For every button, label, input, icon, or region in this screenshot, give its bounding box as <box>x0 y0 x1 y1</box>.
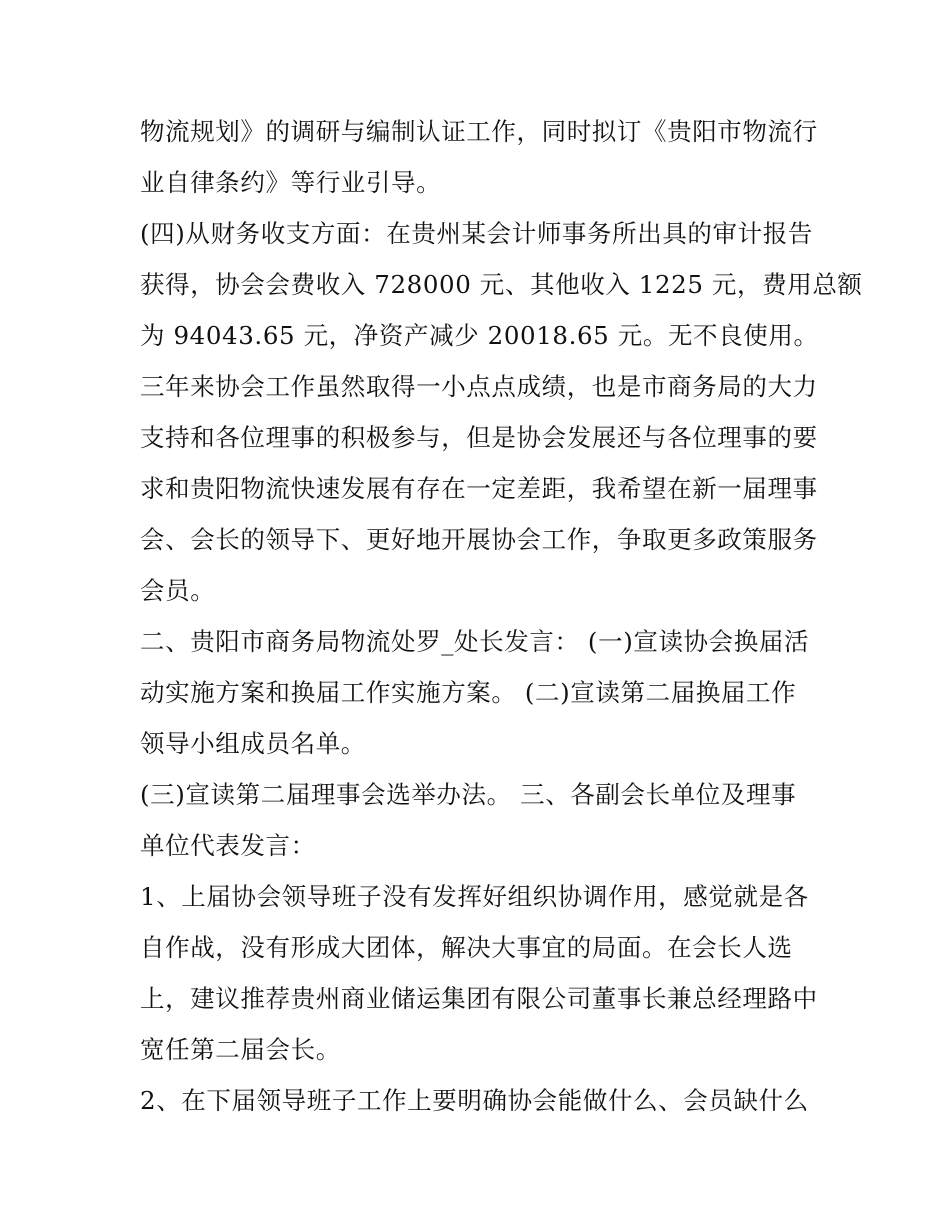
text-line: (四)从财务收支方面：在贵州某会计师事务所出具的审计报告 <box>140 219 813 248</box>
text-line: 会、会长的领导下、更好地开展协会工作，争取更多政策服务 <box>140 525 818 554</box>
text-line: 领导小组成员名单。 <box>140 729 366 758</box>
text-line: 业自律条约》等行业引导。 <box>140 168 442 197</box>
text-line: 获得，协会会费收入 728000 元、其他收入 1225 元，费用总额 <box>140 270 863 299</box>
text-line: 动实施方案和换届工作实施方案。 (二)宣读第二届换届工作 <box>140 678 797 707</box>
text-line: 单位代表发言： <box>140 831 316 860</box>
document-page <box>140 106 863 1126</box>
text-line: 二、贵阳市商务局物流处罗_处长发言： (一)宣读协会换届活 <box>140 627 810 656</box>
text-line: (三)宣读第二届理事会选举办法。 三、各副会长单位及理事 <box>140 780 797 809</box>
text-line: 宽任第二届会长。 <box>140 1035 341 1064</box>
text-line: 支持和各位理事的积极参与，但是协会发展还与各位理事的要 <box>140 423 818 452</box>
text-line: 物流规划》的调研与编制认证工作，同时拟订《贵阳市物流行 <box>140 117 818 146</box>
text-line: 三年来协会工作虽然取得一小点点成绩，也是市商务局的大力 <box>140 372 818 401</box>
text-line: 为 94043.65 元，净资产减少 20018.65 元。无不良使用。 <box>140 321 819 350</box>
text-line: 自作战，没有形成大团体，解决大事宜的局面。在会长人选 <box>140 933 793 962</box>
text-line: 求和贵阳物流快速发展有存在一定差距，我希望在新一届理事 <box>140 474 818 503</box>
text-line: 1、上届协会领导班子没有发挥好组织协调作用，感觉就是各 <box>140 882 809 911</box>
text-line: 上，建议推荐贵州商业储运集团有限公司董事长兼总经理路中 <box>140 984 818 1013</box>
text-line: 会员。 <box>140 576 216 605</box>
text-line: 2、在下届领导班子工作上要明确协会能做什么、会员缺什么 <box>140 1086 809 1115</box>
